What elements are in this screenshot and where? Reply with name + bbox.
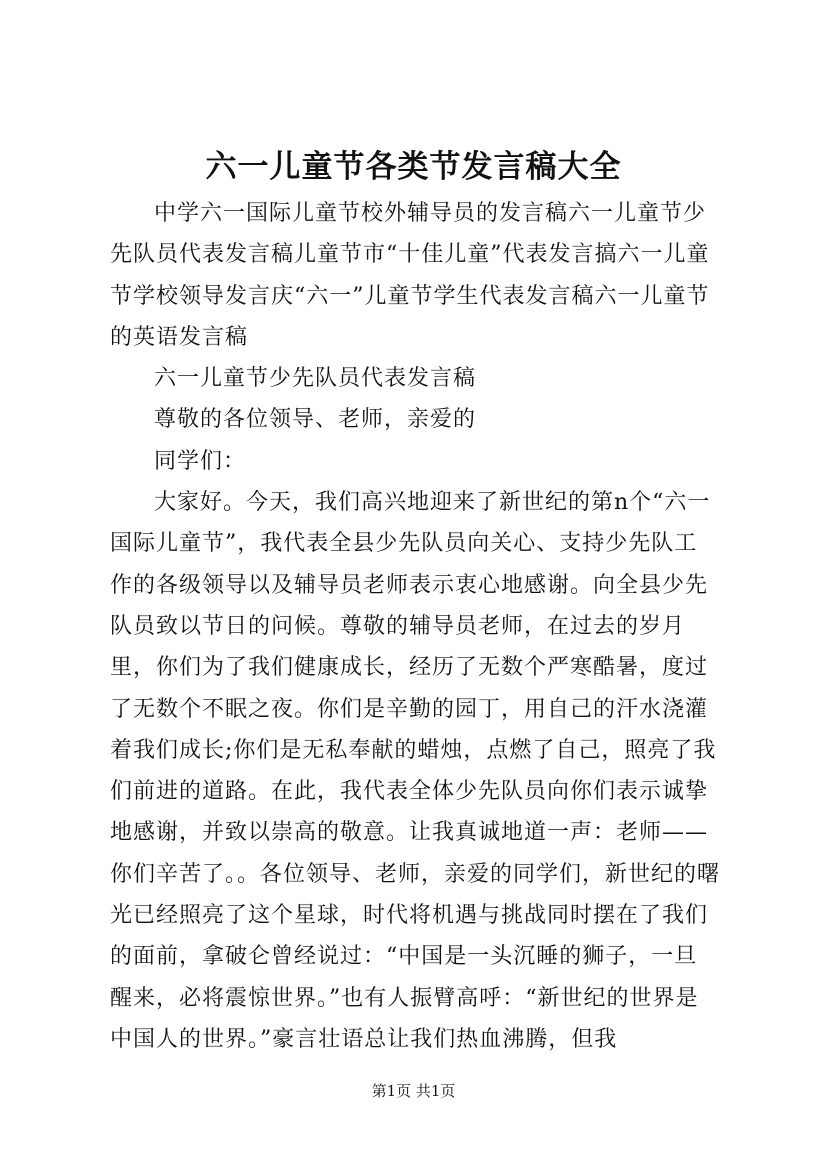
paragraph-contents-list: 中学六一国际儿童节校外辅导员的发言稿六一儿童节少先队员代表发言稿儿童节市“十佳儿童”代表发言搞六一儿童节学校领导发言庆“六一”儿童节学生代表发言稿六一儿童节的英语发言稿 [110, 201, 710, 350]
document-body [110, 193, 720, 1060]
paragraph-salutation: 尊敬的各位领导、老师，亲爱的 [154, 407, 477, 433]
document-title: 六一儿童节各类节发言稿大全 [205, 149, 622, 185]
paragraph-speech-heading: 六一儿童节少先队员代表发言稿 [154, 366, 477, 392]
page-footer: 第1页 共1页 [371, 1082, 456, 1100]
paragraph-speech-body: 大家好。今天，我们高兴地迎来了新世纪的第n个“六一国际儿童节”，我代表全县少先队员向关心、支持少先队工作的各级领导以及辅导员老师表示衷心地感谢。向全县少先队员致以节日的问候。尊敬的辅导员老师，在过去的岁月里，你们为了我们健康成长，经历了无数个严寒酷暑，度过了无数个不眠之夜。你们是辛勤的园丁，用自己的汗水浇灌着我们成长;你们是无私奉献的蜡烛，点燃了自己，照亮了我们前进的道路。在此，我代表全体少先队员向你们表示诚挚地感谢，并致以崇高的敬意。让我真诚地道一声：老师——你们辛苦了。。各位领导、老师，亲爱的同学们，新世纪的曙光已经照亮了这个星球，时代将机遇与挑战同时摆在了我们的面前，拿破仑曾经说过：“中国是一头沉睡的狮子，一旦醒来，必将震惊世界。”也有人振臂高呼：“新世纪的世界是中国人的世界。”豪言壮语总让我们热血沸腾，但我 [110, 490, 721, 1052]
paragraph-salutation-cont: 同学们： [154, 448, 247, 474]
